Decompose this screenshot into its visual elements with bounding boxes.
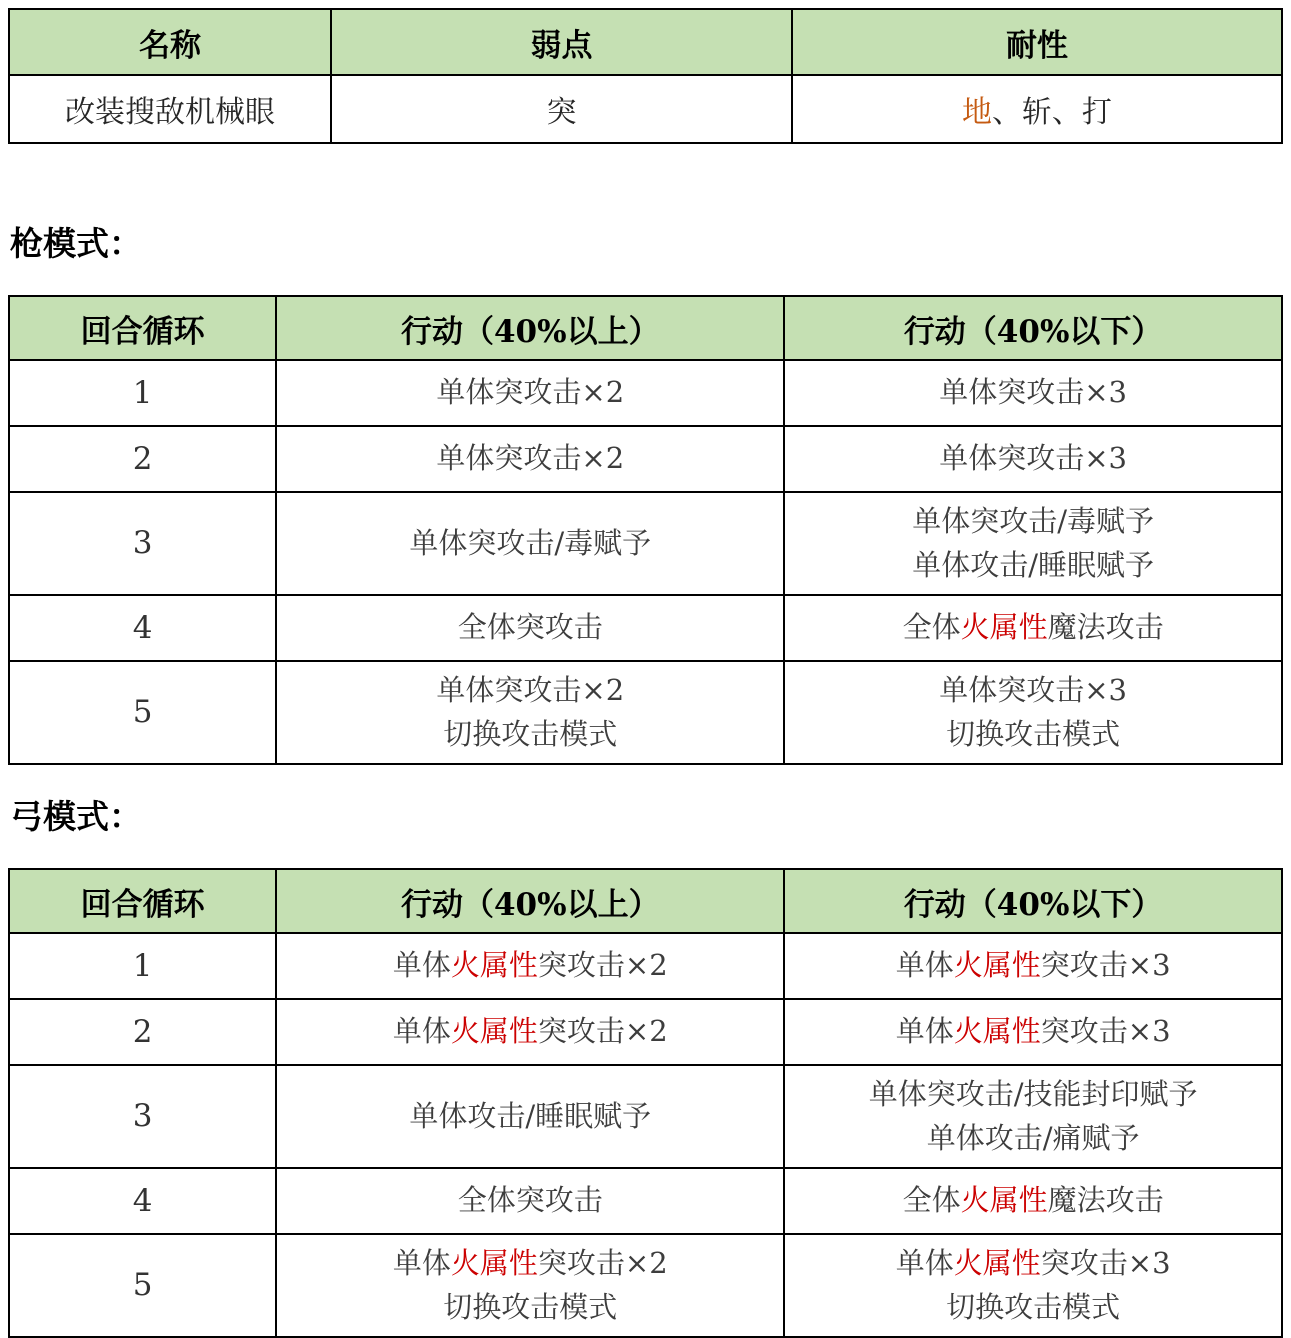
cell-line: 4 [132,609,153,646]
turn-cell [9,999,276,1065]
cell-line: 3 [132,525,153,562]
turn-cell [9,426,276,492]
cell-line: 单体突攻击×2 [436,441,625,476]
turn-cell [9,492,276,595]
bow-mode-table [8,868,1283,1338]
table-cell [276,426,784,492]
table-cell [784,1168,1282,1234]
cell-line: 单体攻击/痛赋予 [926,1120,1140,1155]
document-page [8,8,1283,1338]
cell-line: 地、斩、打 [961,95,1112,130]
cell-line: 全体突攻击 [457,610,603,645]
gun-mode-table [8,295,1283,765]
cell-line: 切换攻击模式 [443,1289,618,1324]
cell-line: 1 [132,947,153,984]
turn-cell [9,661,276,764]
turn-cell [9,1234,276,1337]
table-cell [276,999,784,1065]
table-cell [784,1234,1282,1337]
cell-line: 单体突攻击×3 [939,441,1127,476]
cell-line: 切换攻击模式 [443,716,618,751]
turn-cell [9,1065,276,1168]
table-row [9,75,1282,143]
table-row [9,426,1282,492]
cell-line: 单体突攻击×3 [939,375,1127,410]
column-header: 回合循环 [9,296,276,360]
table-cell [276,661,784,764]
table-cell [276,1168,784,1234]
header-row [9,296,1282,360]
cell-line: 全体火属性魔法攻击 [902,610,1164,645]
table-cell [784,492,1282,595]
cell-line: 单体攻击/睡眠赋予 [409,1098,652,1133]
table-row [9,1168,1282,1234]
header-row [9,9,1282,75]
table-row [9,933,1282,999]
column-header: 耐性 [792,9,1282,75]
bow-mode-heading: 弓模式： [10,797,142,836]
column-header: 行动（40%以下） [784,296,1282,360]
table-cell [331,75,792,143]
cell-line: 切换攻击模式 [946,1289,1121,1324]
cell-line: 单体突攻击/毒赋予 [912,504,1155,538]
cell-line: 4 [132,1182,153,1219]
turn-cell [9,1168,276,1234]
table-cell [276,1234,784,1337]
table-cell [276,360,784,426]
enemy-info-table [8,8,1283,144]
column-header: 行动（40%以上） [276,296,784,360]
column-header: 名称 [9,9,331,75]
table-row [9,492,1282,595]
cell-line: 单体突攻击×2 [436,673,625,707]
table-cell [276,595,784,661]
table-cell [784,1065,1282,1168]
cell-line: 5 [132,1267,153,1304]
column-header: 行动（40%以上） [276,869,784,933]
cell-line: 单体火属性突攻击×2 [392,1246,668,1280]
turn-cell [9,933,276,999]
cell-line: 单体突攻击/技能封印赋予 [868,1077,1198,1111]
cell-line: 全体突攻击 [457,1183,603,1218]
table-row [9,360,1282,426]
cell-line: 改装搜敌机械眼 [65,95,276,130]
table-cell [276,492,784,595]
cell-line: 单体突攻击×2 [436,375,625,410]
table-row [9,1065,1282,1168]
cell-line: 单体突攻击/毒赋予 [409,525,652,560]
table-cell [784,595,1282,661]
cell-line: 3 [132,1098,153,1135]
cell-line: 5 [132,694,153,731]
table-cell [784,426,1282,492]
table-cell [784,661,1282,764]
table-cell [784,999,1282,1065]
cell-line: 单体火属性突攻击×3 [895,1246,1171,1280]
table-row [9,661,1282,764]
table-cell [276,1065,784,1168]
cell-line: 单体火属性突攻击×3 [895,1014,1171,1049]
cell-line: 单体攻击/睡眠赋予 [912,547,1155,582]
table-row [9,595,1282,661]
column-header: 弱点 [331,9,792,75]
column-header: 行动（40%以下） [784,869,1282,933]
cell-line: 单体火属性突攻击×2 [392,1014,668,1049]
table-cell [9,75,331,143]
table-cell [784,360,1282,426]
table-row [9,999,1282,1065]
cell-line: 2 [132,1013,153,1050]
gun-mode-heading: 枪模式： [10,224,142,263]
cell-line: 单体火属性突攻击×3 [895,948,1171,983]
cell-line: 全体火属性魔法攻击 [902,1183,1164,1218]
cell-line: 1 [132,374,153,411]
table-cell [784,933,1282,999]
table-row [9,1234,1282,1337]
table-cell [276,933,784,999]
cell-line: 突 [546,95,577,130]
cell-line: 单体火属性突攻击×2 [392,948,668,983]
header-row [9,869,1282,933]
turn-cell [9,595,276,661]
cell-line: 单体突攻击×3 [939,673,1127,707]
column-header: 回合循环 [9,869,276,933]
cell-line: 切换攻击模式 [946,716,1121,751]
turn-cell [9,360,276,426]
table-cell [792,75,1282,143]
cell-line: 2 [132,440,153,477]
